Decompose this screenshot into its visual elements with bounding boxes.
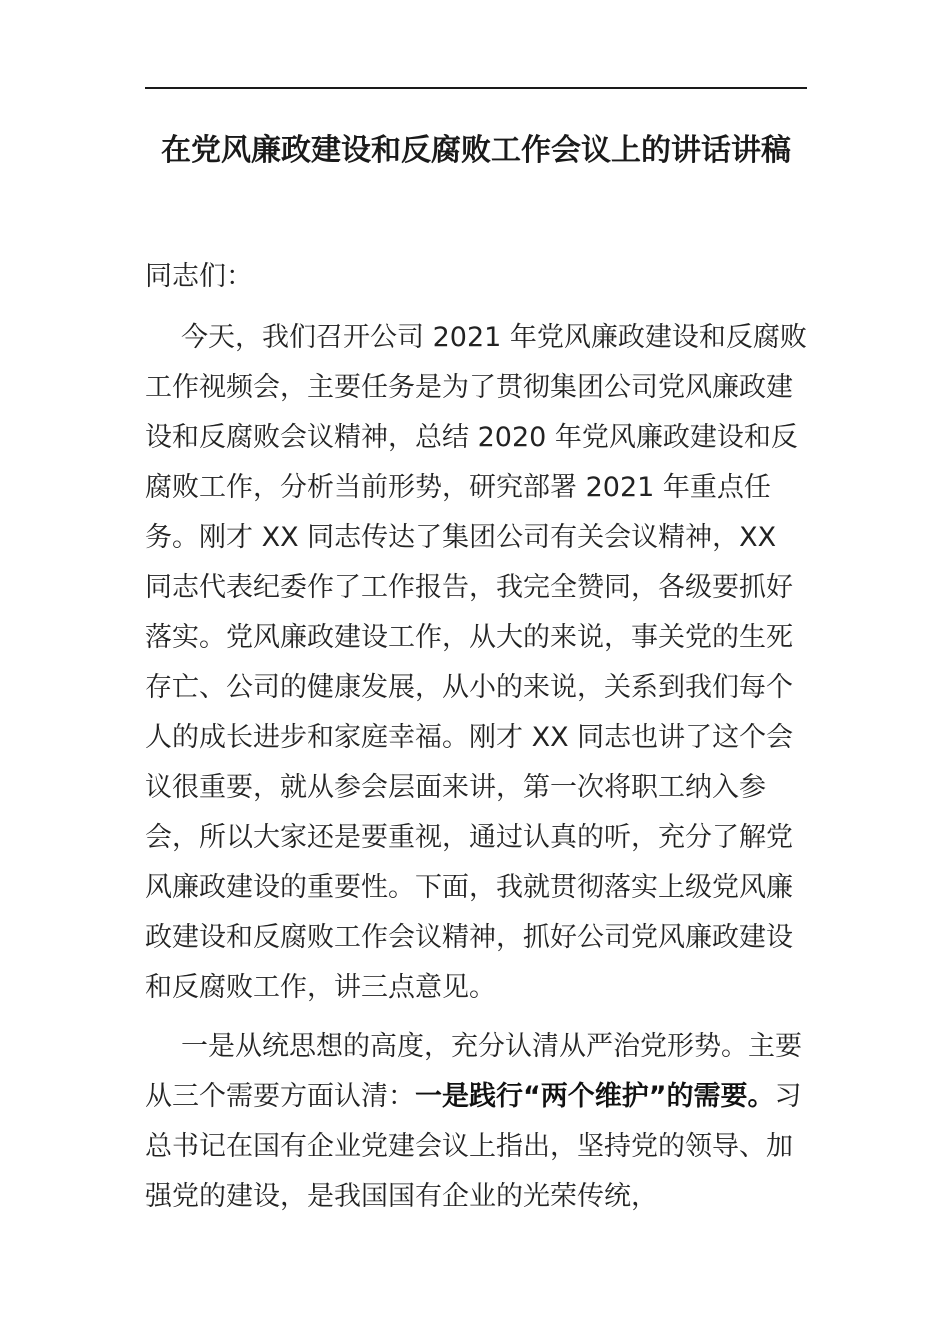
paragraph-2-intro: 一是从统思想的高度，充分认清从严治党形势。主要从三个需要方面认清：	[145, 1031, 802, 1112]
paragraph-1: 今天，我们召开公司 2021 年党风廉政建设和反腐败工作视频会，主要任务是为了贯彻集团公司党风廉政建设和反腐败会议精神，总结 2020 年党风廉政建设和反腐败工作，分析当前形势，研究部署 2021 年重点任务。刚才 XX 同志传达了集团公司有关会议精神，XX 同志代表纪委作了工作报告，我完全赞同，各级要抓好落实。党风廉政建设工作，从大的来说，事关党的生死存亡、公司的健康发展，从小的来说，关系到我们每个人的成长进步和家庭幸福。刚才 XX 同志也讲了这个会议很重要，就从参会层面来讲，第一次将职工纳入参会，所以大家还是要重视，通过认真的听，充分了解党风廉政建设的重要性。下面，我就贯彻落实上级党风廉政建设和反腐败工作会议精神，抓好公司党风廉政建设和反腐败工作，讲三点意见。	[145, 322, 807, 1003]
greeting: 同志们：	[145, 261, 253, 292]
paragraph-2-rest: 习总书记在国有企业党建会议上指出，坚持党的领导、加强党的建设，是我国国有企业的光荣传统，	[145, 1081, 802, 1212]
paragraph-2	[145, 1022, 807, 1222]
document-title: 在党风廉政建设和反腐败工作会议上的讲话讲稿	[161, 133, 791, 168]
top-rule	[145, 87, 807, 89]
paragraph-2-bold-point: 一是践行“两个维护”的需要。	[415, 1081, 775, 1112]
